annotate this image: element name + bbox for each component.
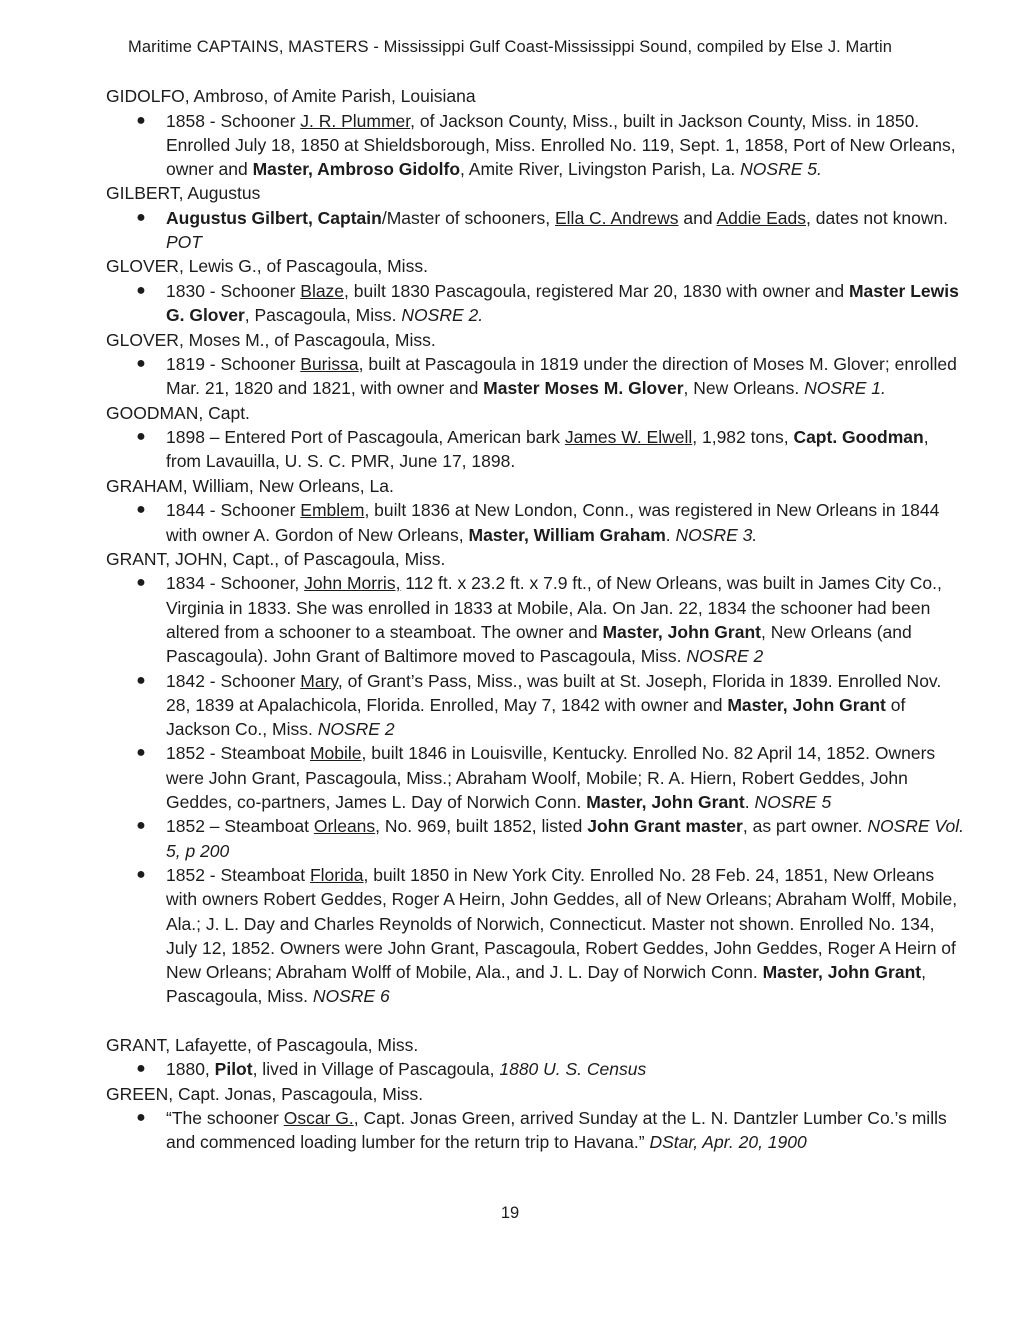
item-text: “The schooner — [166, 1108, 284, 1128]
page-number: 19 — [500, 1204, 520, 1222]
entry — [106, 547, 968, 1009]
entry — [106, 401, 968, 474]
item-text: , Pascagoula, Miss. — [244, 305, 402, 326]
bullet-icon: ● — [136, 355, 146, 373]
entry-item — [106, 498, 968, 547]
entry-items — [106, 109, 968, 182]
entry-name: GREEN, Capt. Jonas, Pascagoula, Miss. — [106, 1083, 424, 1104]
item-text: , 1,982 tons, — [692, 427, 794, 448]
entry-items — [106, 1057, 968, 1081]
item-text: , New Orleans (and Pascagoula). John Grant of Baltimore moved to Pascagoula, Miss. — [166, 621, 912, 667]
entry-item — [106, 352, 968, 401]
bullet-icon: ● — [136, 865, 146, 883]
item-text: . — [665, 524, 676, 545]
entry — [106, 181, 968, 254]
entry-item — [106, 741, 968, 814]
entry-item — [106, 1057, 968, 1081]
item-text: , as part owner. — [742, 816, 868, 837]
entry — [106, 1033, 968, 1082]
vessel-name: John Morris, — [304, 573, 401, 594]
entry-items — [106, 571, 968, 1008]
source-citation: NOSRE 2 — [317, 719, 395, 740]
vessel-name: Florida — [309, 864, 364, 885]
source-citation: NOSRE 5. — [740, 159, 822, 180]
item-text: , from Lavauilla, U. S. C. PMR, June 17, 1898. — [166, 427, 929, 472]
bold-text: Master, William Graham — [468, 524, 666, 545]
paragraph-gap — [106, 1009, 968, 1033]
entry-items — [106, 425, 968, 474]
item-text: 1819 - Schooner — [166, 354, 301, 375]
bullet-icon: ● — [136, 281, 146, 299]
source-citation: NOSRE 3. — [675, 524, 758, 545]
vessel-name: Emblem — [300, 500, 365, 521]
bullet-icon: ● — [136, 1109, 146, 1126]
entry-items — [106, 206, 968, 255]
entry-item — [106, 669, 968, 742]
item-text: 1844 - Schooner — [166, 500, 301, 521]
item-text: , dates not known. — [806, 207, 949, 228]
item-text: of Jackson Co., Miss. — [166, 694, 906, 740]
item-text: 1898 – Entered Port of Pascagoula, American bark — [166, 427, 565, 448]
bold-text: Capt. Goodman — [793, 427, 924, 448]
bullet-icon: ● — [136, 501, 146, 519]
source-citation: NOSRE 2 — [686, 646, 764, 667]
entry — [106, 1082, 968, 1155]
entry-item — [106, 206, 968, 255]
item-text: , built 1830 Pascagoula, registered Mar 20, 1830 with owner and — [344, 280, 849, 301]
entry-name: GLOVER, Moses M., of Pascagoula, Miss. — [106, 329, 436, 350]
entry-name: GRANT, Lafayette, of Pascagoula, Miss. — [106, 1034, 419, 1055]
entry — [106, 474, 968, 547]
item-text: , built at Pascagoula in 1819 under the direction of Moses M. Glover; enrolled Mar. 21, 1820 and 1821, with owner and — [166, 354, 957, 399]
bold-text: Master Moses M. Glover — [483, 378, 684, 399]
item-text: , Pascagoula, Miss. — [166, 962, 926, 1007]
bullet-icon: ● — [136, 428, 146, 446]
document-body — [106, 84, 968, 1155]
entry-items — [106, 498, 968, 547]
item-text: 1852 - Steamboat — [166, 743, 310, 764]
entry-name: GILBERT, Augustus — [106, 183, 261, 204]
item-text: . — [744, 792, 755, 813]
item-text: , lived in Village of Pascagoula, — [252, 1059, 500, 1080]
vessel-name: Burissa — [300, 354, 359, 375]
item-text: , built 1846 in Louisville, Kentucky. Enrolled No. 82 April 14, 1852. Owners were John Grant, Pascagoula, Miss.; Abraham Woolf, Mobile; R. A. Hiern, Robert Geddes, John Geddes, co-partners, James L. Day of Norwich Conn. — [166, 743, 936, 813]
vessel-name: Blaze — [300, 280, 345, 301]
item-text: 1858 - Schooner — [166, 110, 301, 131]
source-citation: NOSRE 2. — [401, 305, 484, 326]
bold-text: Master, John Grant — [586, 792, 745, 813]
entry-item — [106, 814, 968, 863]
vessel-name: Ella C. Andrews — [555, 207, 679, 228]
bold-text: John Grant master — [587, 816, 743, 837]
item-text: , built 1836 at New London, Conn., was registered in New Orleans in 1844 with owner A. Gordon of New Orleans, — [166, 500, 940, 545]
item-text: 1834 - Schooner, — [166, 573, 305, 594]
vessel-name: Mary — [300, 670, 338, 691]
item-text: 1842 - Schooner — [166, 670, 301, 691]
item-text: , built 1850 in New York City. Enrolled No. 28 Feb. 24, 1851, New Orleans with owners Robert Geddes, Roger A Heirn, John Geddes, all of New Orleans; Abraham Wolff, Mobile, Ala.; J. L. Day and Charles Reynolds of Norwich, Connecticut. Master not shown. Enrolled No. 134, July 12, 1852. Owners were John Grant, Pascagoula, Robert Geddes, John Geddes, Roger A Heirn of New Orleans; Abraham Wolff of Mobile, Ala., and J. L. Day of Norwich Conn. — [166, 864, 958, 983]
entry-items — [106, 1106, 968, 1155]
item-text: 112 ft. x 23.2 ft. x 7.9 ft., of New Orleans, was built in James City Co., Virginia in 1833. She was enrolled in 1833 at Mobile, Ala. On Jan. 22, 1834 the schooner had been altered from a schooner to a steamboat. The owner and — [166, 573, 942, 642]
item-text: 1852 – Steamboat — [166, 816, 314, 837]
source-citation: POT — [166, 232, 202, 253]
bold-text: Augustus Gilbert, Captain — [166, 207, 382, 228]
item-text: , New Orleans. — [683, 378, 805, 399]
bold-text: Master, John Grant — [762, 962, 922, 983]
source-citation: NOSRE 1. — [804, 378, 886, 399]
page-header: Maritime CAPTAINS, MASTERS - Mississippi Gulf Coast-Mississippi Sound, compiled by Else J. Martin — [127, 38, 892, 56]
bold-text: Master, John Grant — [727, 694, 886, 715]
item-text: and — [678, 207, 717, 228]
source-citation: 1880 U. S. Census — [499, 1059, 647, 1080]
entry — [106, 84, 968, 181]
entry-name: GRANT, JOHN, Capt., of Pascagoula, Miss. — [106, 548, 446, 569]
item-text: 1880, — [166, 1059, 215, 1080]
entry-item — [106, 279, 968, 328]
bold-text: Master, Ambroso Gidolfo — [252, 159, 461, 180]
vessel-name: James W. Elwell — [564, 427, 693, 448]
item-text: 1852 - Steamboat — [166, 864, 310, 885]
entry — [106, 254, 968, 327]
source-citation: NOSRE 6 — [312, 986, 390, 1007]
bold-text: Master Lewis G. Glover — [166, 280, 959, 326]
source-citation: NOSRE Vol. 5, p 200 — [166, 816, 964, 861]
vessel-name: Oscar G. — [283, 1108, 354, 1128]
bullet-icon: ● — [136, 1060, 146, 1078]
entry-item — [106, 571, 968, 668]
bullet-icon: ● — [136, 111, 146, 129]
item-text: , Capt. Jonas Green, arrived Sunday at the L. N. Dantzler Lumber Co.’s mills and commenced loading lumber for the return trip to Havana.” — [166, 1108, 947, 1153]
item-text: , No. 969, built 1852, listed — [375, 816, 588, 837]
vessel-name: J. R. Plummer — [300, 110, 411, 131]
vessel-name: Orleans — [313, 816, 376, 837]
entry-items — [106, 279, 968, 328]
bullet-icon: ● — [136, 817, 146, 835]
bullet-icon: ● — [136, 574, 146, 592]
item-text: /Master of schooners, — [381, 207, 555, 228]
item-text: 1830 - Schooner — [166, 280, 301, 301]
source-citation: NOSRE 5 — [754, 792, 832, 813]
item-text: , of Grant’s Pass, Miss., was built at St. Joseph, Florida in 1839. Enrolled Nov. 28, 1839 at Apalachicola, Florida. Enrolled, May 7, 1842 with owner and — [166, 670, 942, 715]
entry-name: GRAHAM, William, New Orleans, La. — [106, 475, 394, 496]
entry — [106, 328, 968, 401]
entry-item — [106, 109, 968, 182]
entry-name: GIDOLFO, Ambroso, of Amite Parish, Louisiana — [106, 86, 476, 106]
item-text: , Amite River, Livingston Parish, La. — [460, 159, 741, 180]
entry-item — [106, 1106, 968, 1155]
bullet-icon: ● — [136, 671, 146, 689]
vessel-name: Mobile — [309, 743, 362, 764]
source-citation: DStar, Apr. 20, 1900 — [649, 1132, 807, 1153]
bold-text: Pilot — [214, 1059, 253, 1080]
bullet-icon: ● — [136, 208, 146, 226]
entry-name: GOODMAN, Capt. — [106, 402, 250, 423]
entry-item — [106, 863, 968, 1009]
bullet-icon: ● — [136, 744, 146, 762]
entry-items — [106, 352, 968, 401]
item-text: , of Jackson County, Miss., built in Jackson County, Miss. in 1850. Enrolled July 18, 1850 at Shieldsborough, Miss. Enrolled No. 119, Sept. 1, 1858, Port of New Orleans, owner and — [166, 110, 956, 180]
bold-text: Master, John Grant — [602, 621, 761, 642]
entry-name: GLOVER, Lewis G., of Pascagoula, Miss. — [106, 256, 428, 277]
entry-item — [106, 425, 968, 474]
vessel-name: Addie Eads — [716, 207, 807, 228]
